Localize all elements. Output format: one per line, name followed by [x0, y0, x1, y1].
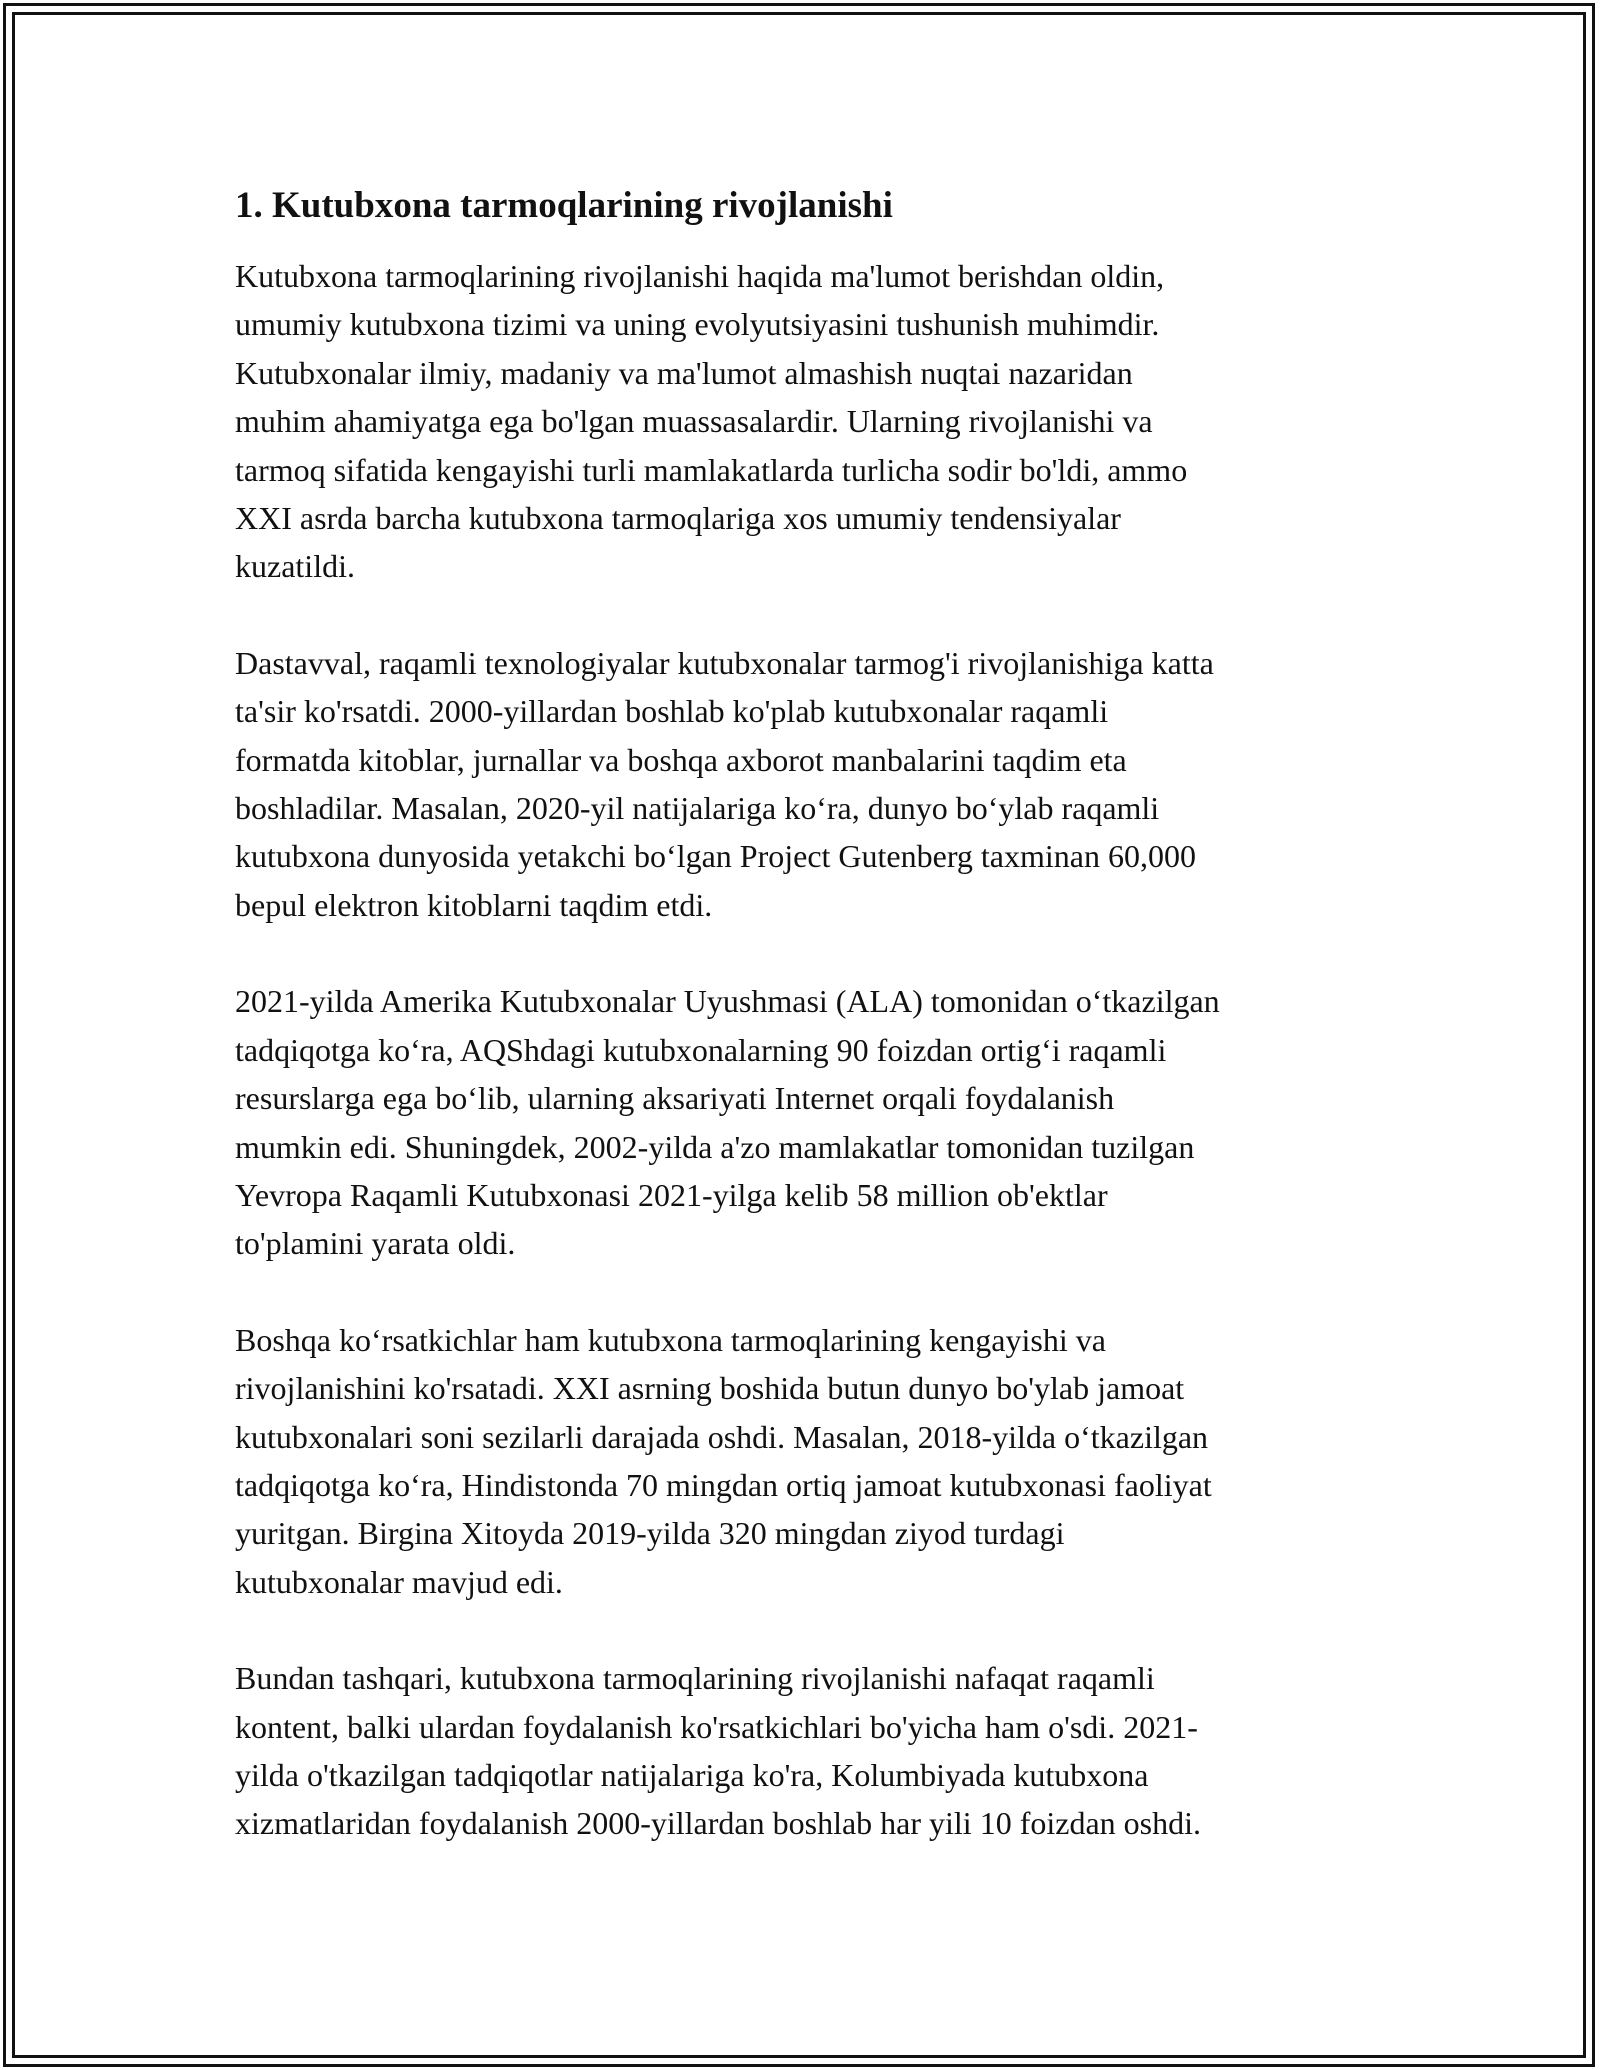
paragraph-usage-growth: Bundan tashqari, kutubxona tarmoqlarining rivojlanishi nafaqat raqamli kontent, balki ulardan foydalanish ko'rsatkichlari bo'yicha ham o'sdi. 2021- yilda o'tkazilgan tadqiqotlar natijalariga ko'ra, Kolumbiyada kutubxona xizmatlaridan foydalanish 2000-yillardan boshlab har yili 10 foizdan oshdi.	[235, 1660, 1201, 1842]
document-body	[235, 182, 1375, 1896]
paragraph-public-libraries: Boshqa koʻrsatkichlar ham kutubxona tarmoqlarining kengayishi va rivojlanishini ko'rsatadi. XXI asrning boshida butun dunyo bo'ylab jamoat kutubxonalari soni sezilarli darajada oshdi. Masalan, 2018-yilda oʻtkazilgan tadqiqotga koʻra, Hindistonda 70 mingdan ortiq jamoat kutubxonasi faoliyat yuritgan. Birgina Xitoyda 2019-yilda 320 mingdan ziyod turdagi kutubxonalar mavjud edi.	[235, 1321, 1212, 1600]
paragraph-intro: Kutubxona tarmoqlarining rivojlanishi haqida ma'lumot berishdan oldin, umumiy kutubxona tizimi va uning evolyutsiyasini tushunish muhimdir. Kutubxonalar ilmiy, madaniy va ma'lumot almashish nuqtai nazaridan muhim ahamiyatga ega bo'lgan muassasalardir. Ularning rivojlanishi va tarmoq sifatida kengayishi turli mamlakatlarda turlicha sodir bo'ldi, ammo XXI asrda barcha kutubxona tarmoqlariga xos umumiy tendensiyalar kuzatildi.	[235, 258, 1188, 585]
paragraph-digital-technologies: Dastavval, raqamli texnologiyalar kutubxonalar tarmog'i rivojlanishiga katta ta'sir ko'rsatdi. 2000-yillardan boshlab ko'plab kutubxonalar raqamli formatda kitoblar, jurnallar va boshqa axborot manbalarini taqdim eta boshladilar. Masalan, 2020-yil natijalariga koʻra, dunyo boʻylab raqamli kutubxona dunyosida yetakchi boʻlgan Project Gutenberg taxminan 60,000 bepul elektron kitoblarni taqdim etdi.	[235, 644, 1214, 923]
section-title: 1. Kutubxona tarmoqlarining rivojlanishi	[235, 185, 893, 226]
paragraph-ala-research: 2021-yilda Amerika Kutubxonalar Uyushmasi (ALA) tomonidan oʻtkazilgan tadqiqotga koʻra, AQShdagi kutubxonalarning 90 foizdan ortigʻi raqamli resurslarga ega boʻlib, ularning aksariyati Internet orqali foydalanish mumkin edi. Shuningdek, 2002-yilda a'zo mamlakatlar tomonidan tuzilgan Yevropa Raqamli Kutubxonasi 2021-yilga kelib 58 million ob'ektlar to'plamini yarata oldi.	[235, 983, 1220, 1262]
